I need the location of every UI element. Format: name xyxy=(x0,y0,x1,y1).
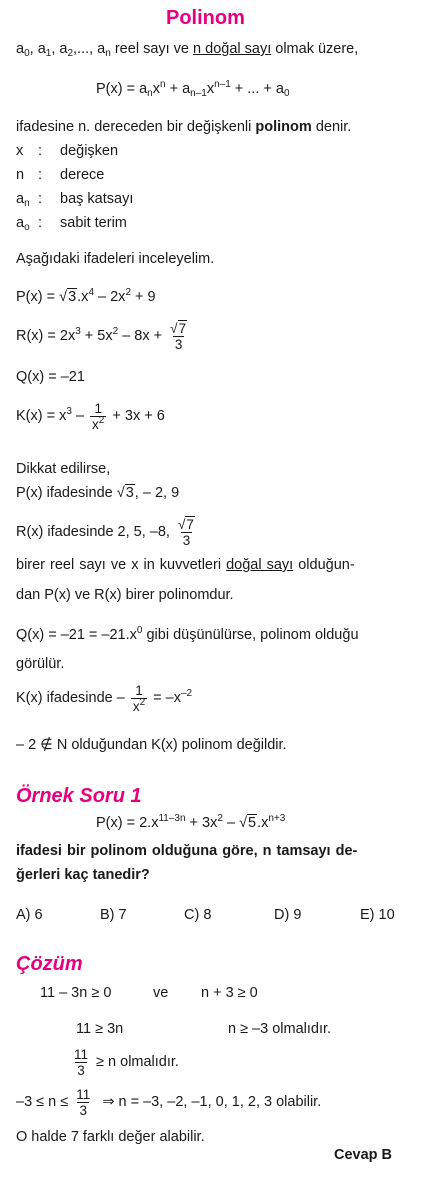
glossary-desc: derece xyxy=(60,167,105,183)
solution-step-4: –3 ≤ n ≤ $\frac{11}{3}$ ⇒ n = –3, –2, –1, 0, 1, 2, 3 olabilir. xyxy=(16,1086,322,1118)
fraction: $\frac{√7}{3}$ xyxy=(170,320,187,352)
solution-conclusion: O halde 7 farklı değer alabilir. xyxy=(16,1129,205,1145)
fraction: $\frac{1}{x^2}$ xyxy=(92,400,105,432)
option-c[interactable]: C) 8 xyxy=(184,907,212,923)
note-q-line-2: görülür. xyxy=(16,656,65,672)
solution-ineq-1: 11 – 3n ≥ 0 xyxy=(40,985,112,1001)
glossary-colon: : xyxy=(38,167,43,183)
example-r: $R(x) = 2x^3 + 5x^2 - 8x$ + $\frac{√7}{3}$ xyxy=(16,318,191,354)
solution-and: ve xyxy=(153,985,169,1001)
examine-line: Aşağıdaki ifadeleri inceleyelim. xyxy=(16,251,215,267)
glossary-item: x xyxy=(16,143,24,159)
glossary-item: $a_o$ xyxy=(16,215,30,233)
note-r-line: R(x) ifadesinde 2, 5, –8, $\frac{√7}{3}$ xyxy=(16,514,199,550)
note-real-line: birer reel sayı ve x in kuvvetleri doğal sayı olduğun- xyxy=(16,557,355,573)
polynomial-formula: $P(x) = a_nx^n + a_{n-1}x^{n-1}$ + ... + $a_0$ xyxy=(96,79,290,99)
example-k: $K(x) = x^3$ – $\frac{1}{x^2}$ + 3x + 6 xyxy=(16,400,165,432)
glossary-desc: sabit terim xyxy=(60,215,127,231)
fraction: $\frac{1}{x^2}$ xyxy=(132,682,146,714)
option-a[interactable]: A) 6 xyxy=(16,907,43,923)
glossary-item: n xyxy=(16,167,25,183)
fraction: $\frac{11}{3}$ xyxy=(74,1046,89,1078)
glossary-item: $a_n$ xyxy=(16,191,30,209)
note-real-line-2: dan P(x) ve R(x) birer polinomdur. xyxy=(16,587,234,603)
fraction: $\frac{√7}{3}$ xyxy=(177,516,194,548)
glossary-desc: baş katsayı xyxy=(60,191,134,207)
option-e[interactable]: E) 10 xyxy=(360,907,395,923)
question-line-2: ğerleri kaç tanedir? xyxy=(16,867,150,883)
option-d[interactable]: D) 9 xyxy=(274,907,302,923)
definition-line: ifadesine n. dereceden bir değişkenli polinom denir. xyxy=(16,119,352,135)
answer-label: Cevap B xyxy=(334,1147,393,1163)
page-title: Polinom xyxy=(166,7,245,29)
note-k-line: K(x) ifadesinde – $\frac{1}{x^2}$ = $-x^{-2}$ xyxy=(16,682,193,714)
solution-ineq-2: n + 3 ≥ 0 xyxy=(201,985,258,1001)
solution-heading: Çözüm xyxy=(16,953,83,975)
fraction: $\frac{11}{3}$ xyxy=(76,1086,91,1118)
example-q: Q(x) = –21 xyxy=(16,369,85,385)
option-b[interactable]: B) 7 xyxy=(100,907,127,923)
glossary-colon: : xyxy=(38,215,43,231)
example-p: $P(x) = √3.x^4 - 2x^2 + 9$ xyxy=(16,287,156,305)
note-p-line: P(x) ifadesinde √3, – 2, 9 xyxy=(16,485,180,501)
note-k-conclusion: – 2 ∉ N olduğundan K(x) polinom değildir. xyxy=(16,737,287,753)
example-formula: $P(x) = 2.x^{11-3n} + 3x^2 - √5.x^{n+3}$ xyxy=(96,813,286,831)
intro-line: $a_0$, $a_1$, $a_2$,..., $a_n$ reel sayı ve n doğal sayı olmak üzere, xyxy=(16,41,359,59)
glossary-desc: değişken xyxy=(60,143,119,159)
example-heading: Örnek Soru 1 xyxy=(16,785,142,807)
question-line-1: ifadesi bir polinom olduğuna göre, n tamsayı de- xyxy=(16,843,358,859)
solution-step-3: $\frac{11}{3}$ ≥ n olmalıdır. xyxy=(74,1046,179,1078)
solution-step-2b: n ≥ –3 olmalıdır. xyxy=(228,1021,332,1037)
solution-step-2a: 11 ≥ 3n xyxy=(76,1021,124,1037)
note-q-line: $Q(x) = -21 = -21.x^0$ gibi düşünülürse, polinom olduğu xyxy=(16,625,359,643)
glossary-colon: : xyxy=(38,191,43,207)
glossary-colon: : xyxy=(38,143,43,159)
note-intro: Dikkat edilirse, xyxy=(16,461,111,477)
